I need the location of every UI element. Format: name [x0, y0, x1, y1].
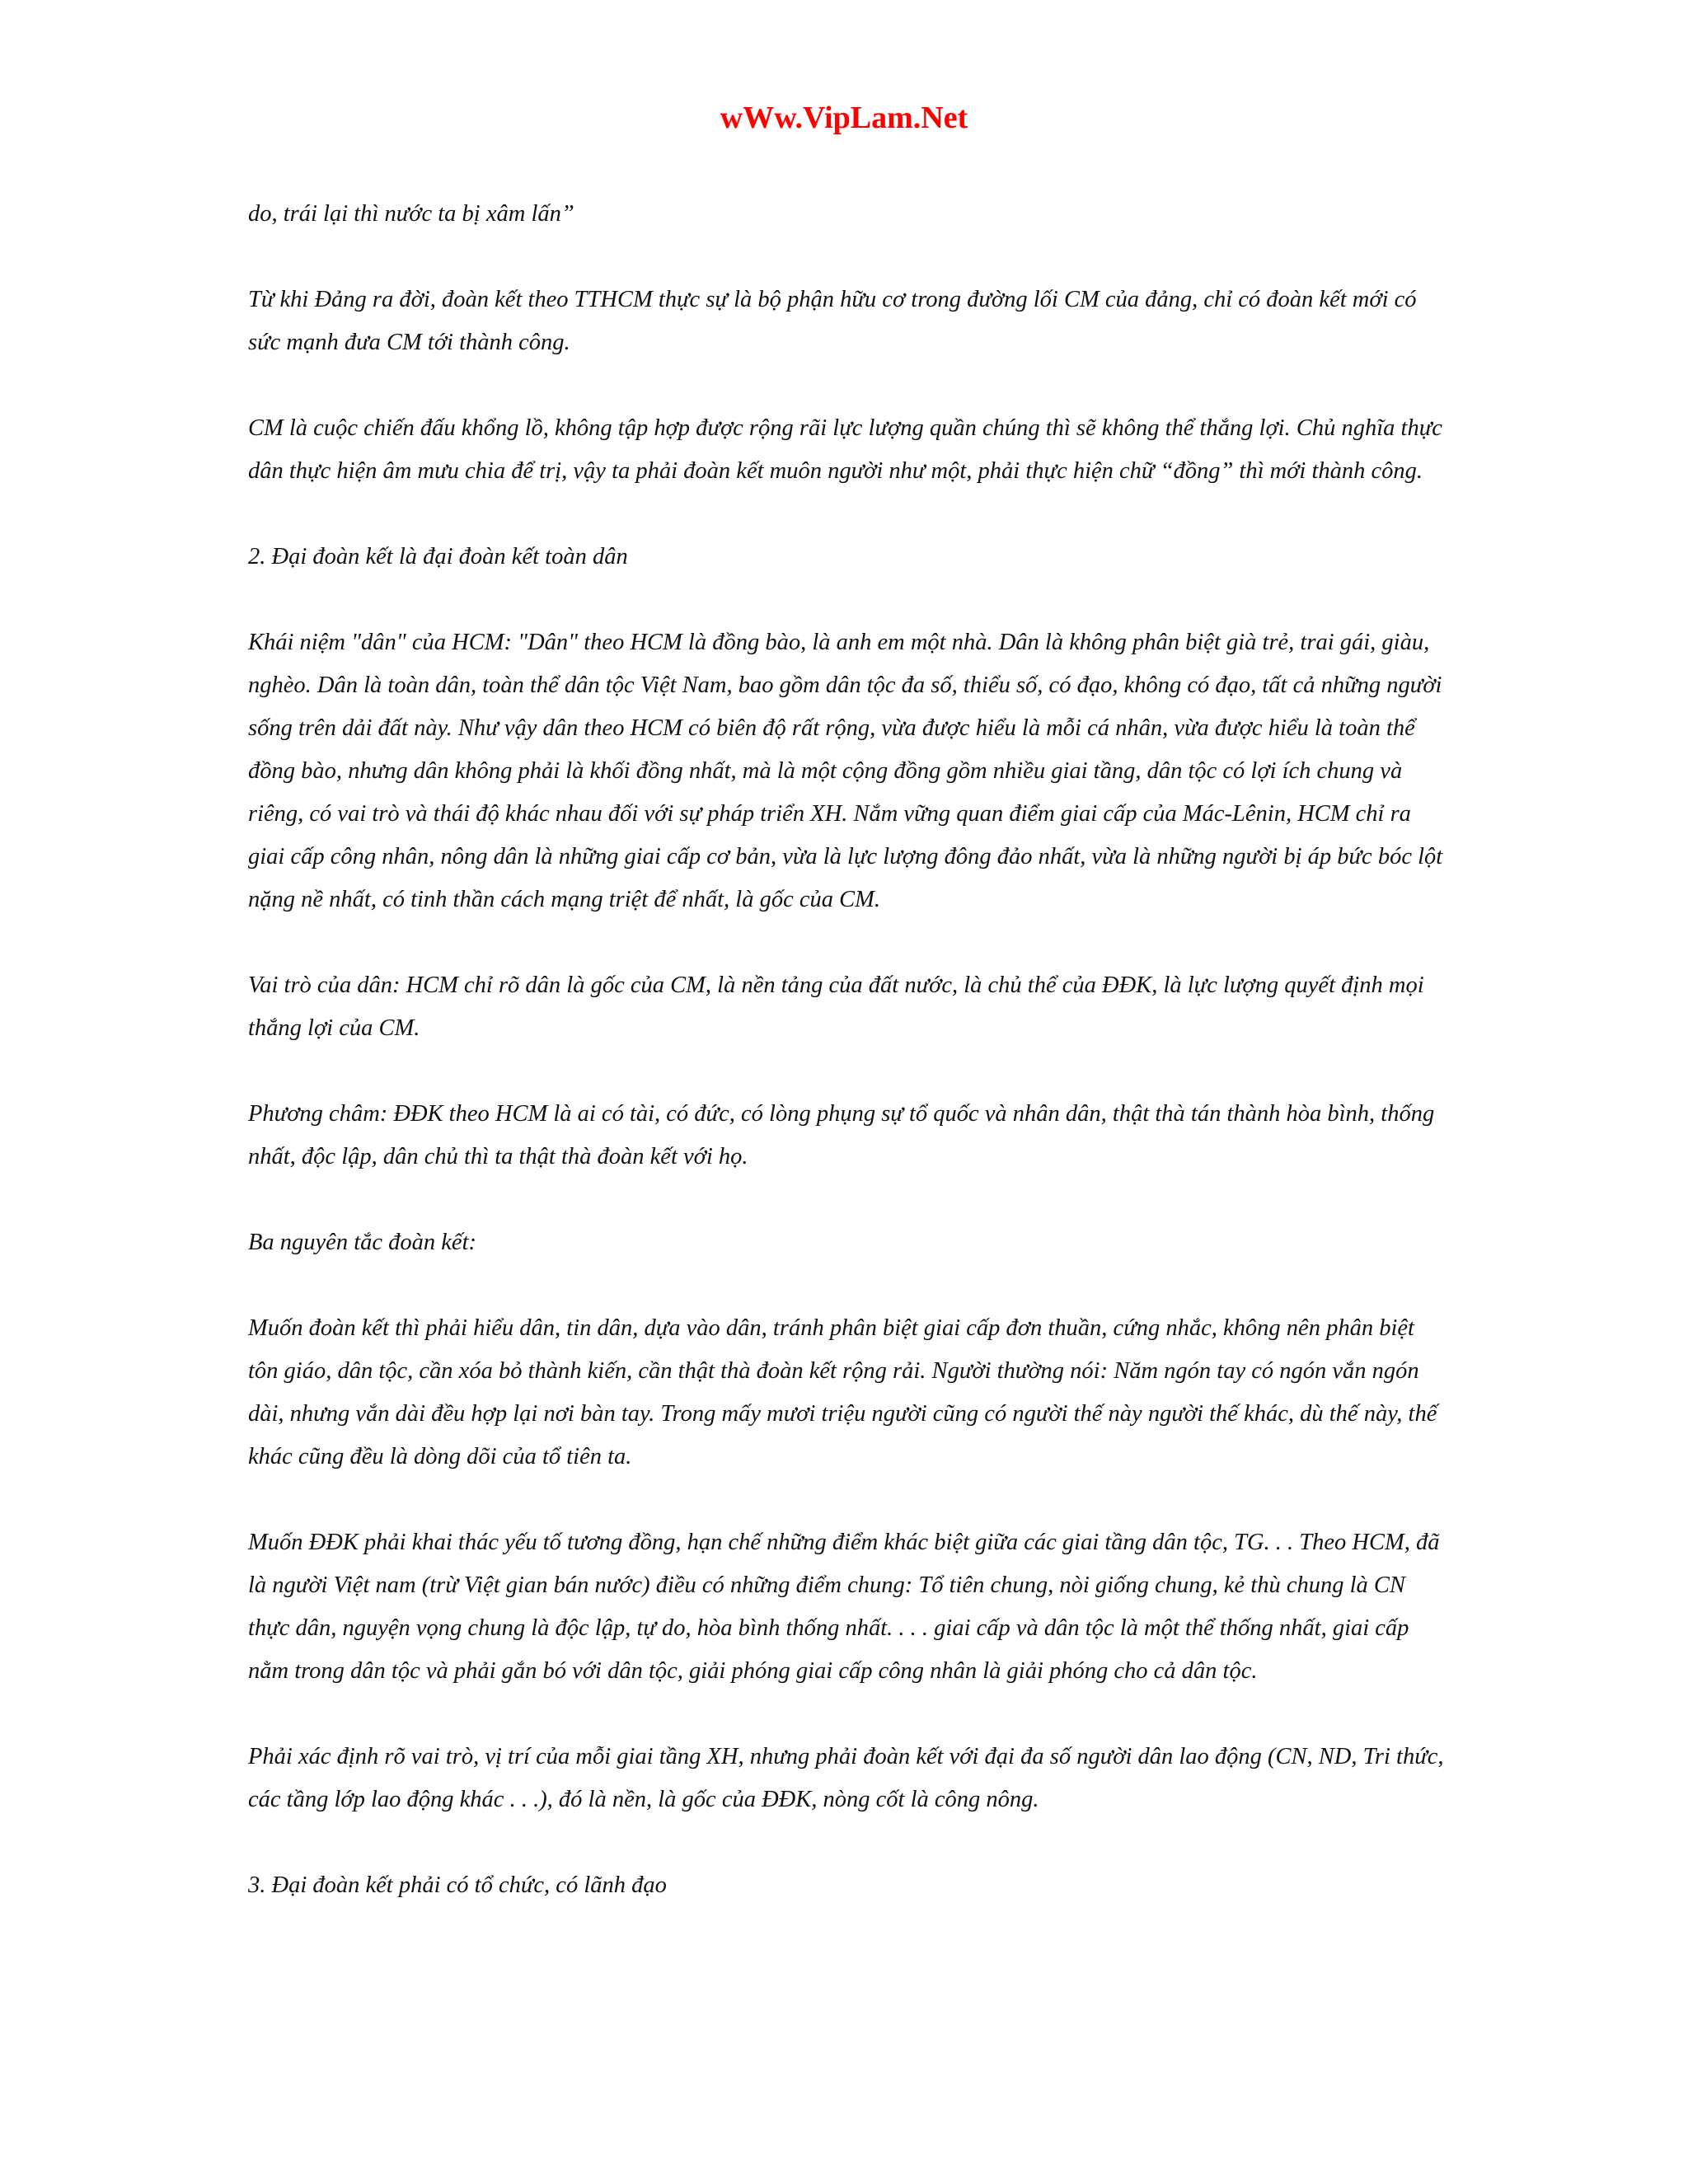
paragraph: Phải xác định rõ vai trò, vị trí của mỗi giai tầng XH, nhưng phải đoàn kết với đại đa số người dân lao động (CN, ND, Tri thức, các tầng lớp lao động khác . . .), đó là nền, là gốc của ĐĐK, nòng cốt là công nông. — [248, 1744, 1444, 1812]
document-body — [248, 193, 1447, 1950]
paragraph: Khái niệm "dân" của HCM: "Dân" theo HCM là đồng bào, là anh em một nhà. Dân là không phân biệt già trẻ, trai gái, giàu, nghèo. Dân là toàn dân, toàn thể dân tộc Việt Nam, bao gồm dân tộc đa số, thiểu số, có đạo, không có đạo, tất cả những người sống trên dải đất này. Như vậy dân theo HCM có biên độ rất rộng, vừa được hiểu là mỗi cá nhân, vừa được hiểu là toàn thể đồng bào, nhưng dân không phải là khối đồng nhất, mà là một cộng đồng gồm nhiều giai tầng, dân tộc có lợi ích chung và riêng, có vai trò và thái độ khác nhau đối với sự pháp triển XH. Nắm vững quan điểm giai cấp của Mác-Lênin, HCM chỉ ra giai cấp công nhân, nông dân là những giai cấp cơ bản, vừa là lực lượng đông đảo nhất, vừa là những người bị áp bức bóc lột nặng nề nhất, có tinh thần cách mạng triệt để nhất, là gốc của CM. — [248, 630, 1443, 912]
paragraph: Ba nguyên tắc đoàn kết: — [248, 1230, 476, 1255]
paragraph: Muốn ĐĐK phải khai thác yếu tố tương đồng, hạn chế những điểm khác biệt giữa các giai tầng dân tộc, TG. . . Theo HCM, đã là người Việt nam (trừ Việt gian bán nước) điều có những điểm chung: Tổ tiên chung, nòi giống chung, kẻ thù chung là CN thực dân, nguyện vọng chung là độc lập, tự do, hòa bình thống nhất. . . . giai cấp và dân tộc là một thể thống nhất, giai cấp nằm trong dân tộc và phải gắn bó với dân tộc, giải phóng giai cấp công nhân là giải phóng cho cả dân tộc. — [248, 1530, 1440, 1684]
paragraph: do, trái lại thì nước ta bị xâm lấn” — [248, 201, 574, 227]
paragraph: Phương châm: ĐĐK theo HCM là ai có tài, có đức, có lòng phụng sự tổ quốc và nhân dân, thật thà tán thành hòa bình, thống nhất, độc lập, dân chủ thì ta thật thà đoàn kết với họ. — [248, 1101, 1435, 1169]
section-heading: 2. Đại đoàn kết là đại đoàn kết toàn dân — [248, 544, 628, 569]
paragraph: CM là cuộc chiến đấu khổng lồ, không tập hợp được rộng rãi lực lượng quần chúng thì sẽ không thể thắng lợi. Chủ nghĩa thực dân thực hiện âm mưu chia để trị, vậy ta phải đoàn kết muôn người như một, phải thực hiện chữ “đồng” thì mới thành công. — [248, 415, 1442, 484]
paragraph: Từ khi Đảng ra đời, đoàn kết theo TTHCM thực sự là bộ phận hữu cơ trong đường lối CM của đảng, chỉ có đoàn kết mới có sức mạnh đưa CM tới thành công. — [248, 287, 1417, 355]
paragraph: Vai trò của dân: HCM chỉ rõ dân là gốc của CM, là nền tảng của đất nước, là chủ thể của ĐĐK, là lực lượng quyết định mọi thắng lợi của CM. — [248, 972, 1424, 1041]
section-heading: 3. Đại đoàn kết phải có tổ chức, có lãnh đạo — [248, 1872, 667, 1898]
site-header-title: wWw.VipLam.Net — [720, 101, 968, 135]
paragraph: Muốn đoàn kết thì phải hiểu dân, tin dân, dựa vào dân, tránh phân biệt giai cấp đơn thuần, cứng nhắc, không nên phân biệt tôn giáo, dân tộc, cần xóa bỏ thành kiến, cần thật thà đoàn kết rộng rải. Người thường nói: Năm ngón tay có ngón vắn ngón dài, nhưng vắn dài đều hợp lại nơi bàn tay. Trong mấy mươi triệu người cũng có người thế này người thế khác, dù thế này, thế khác cũng đều là dòng dõi của tổ tiên ta. — [248, 1315, 1437, 1469]
